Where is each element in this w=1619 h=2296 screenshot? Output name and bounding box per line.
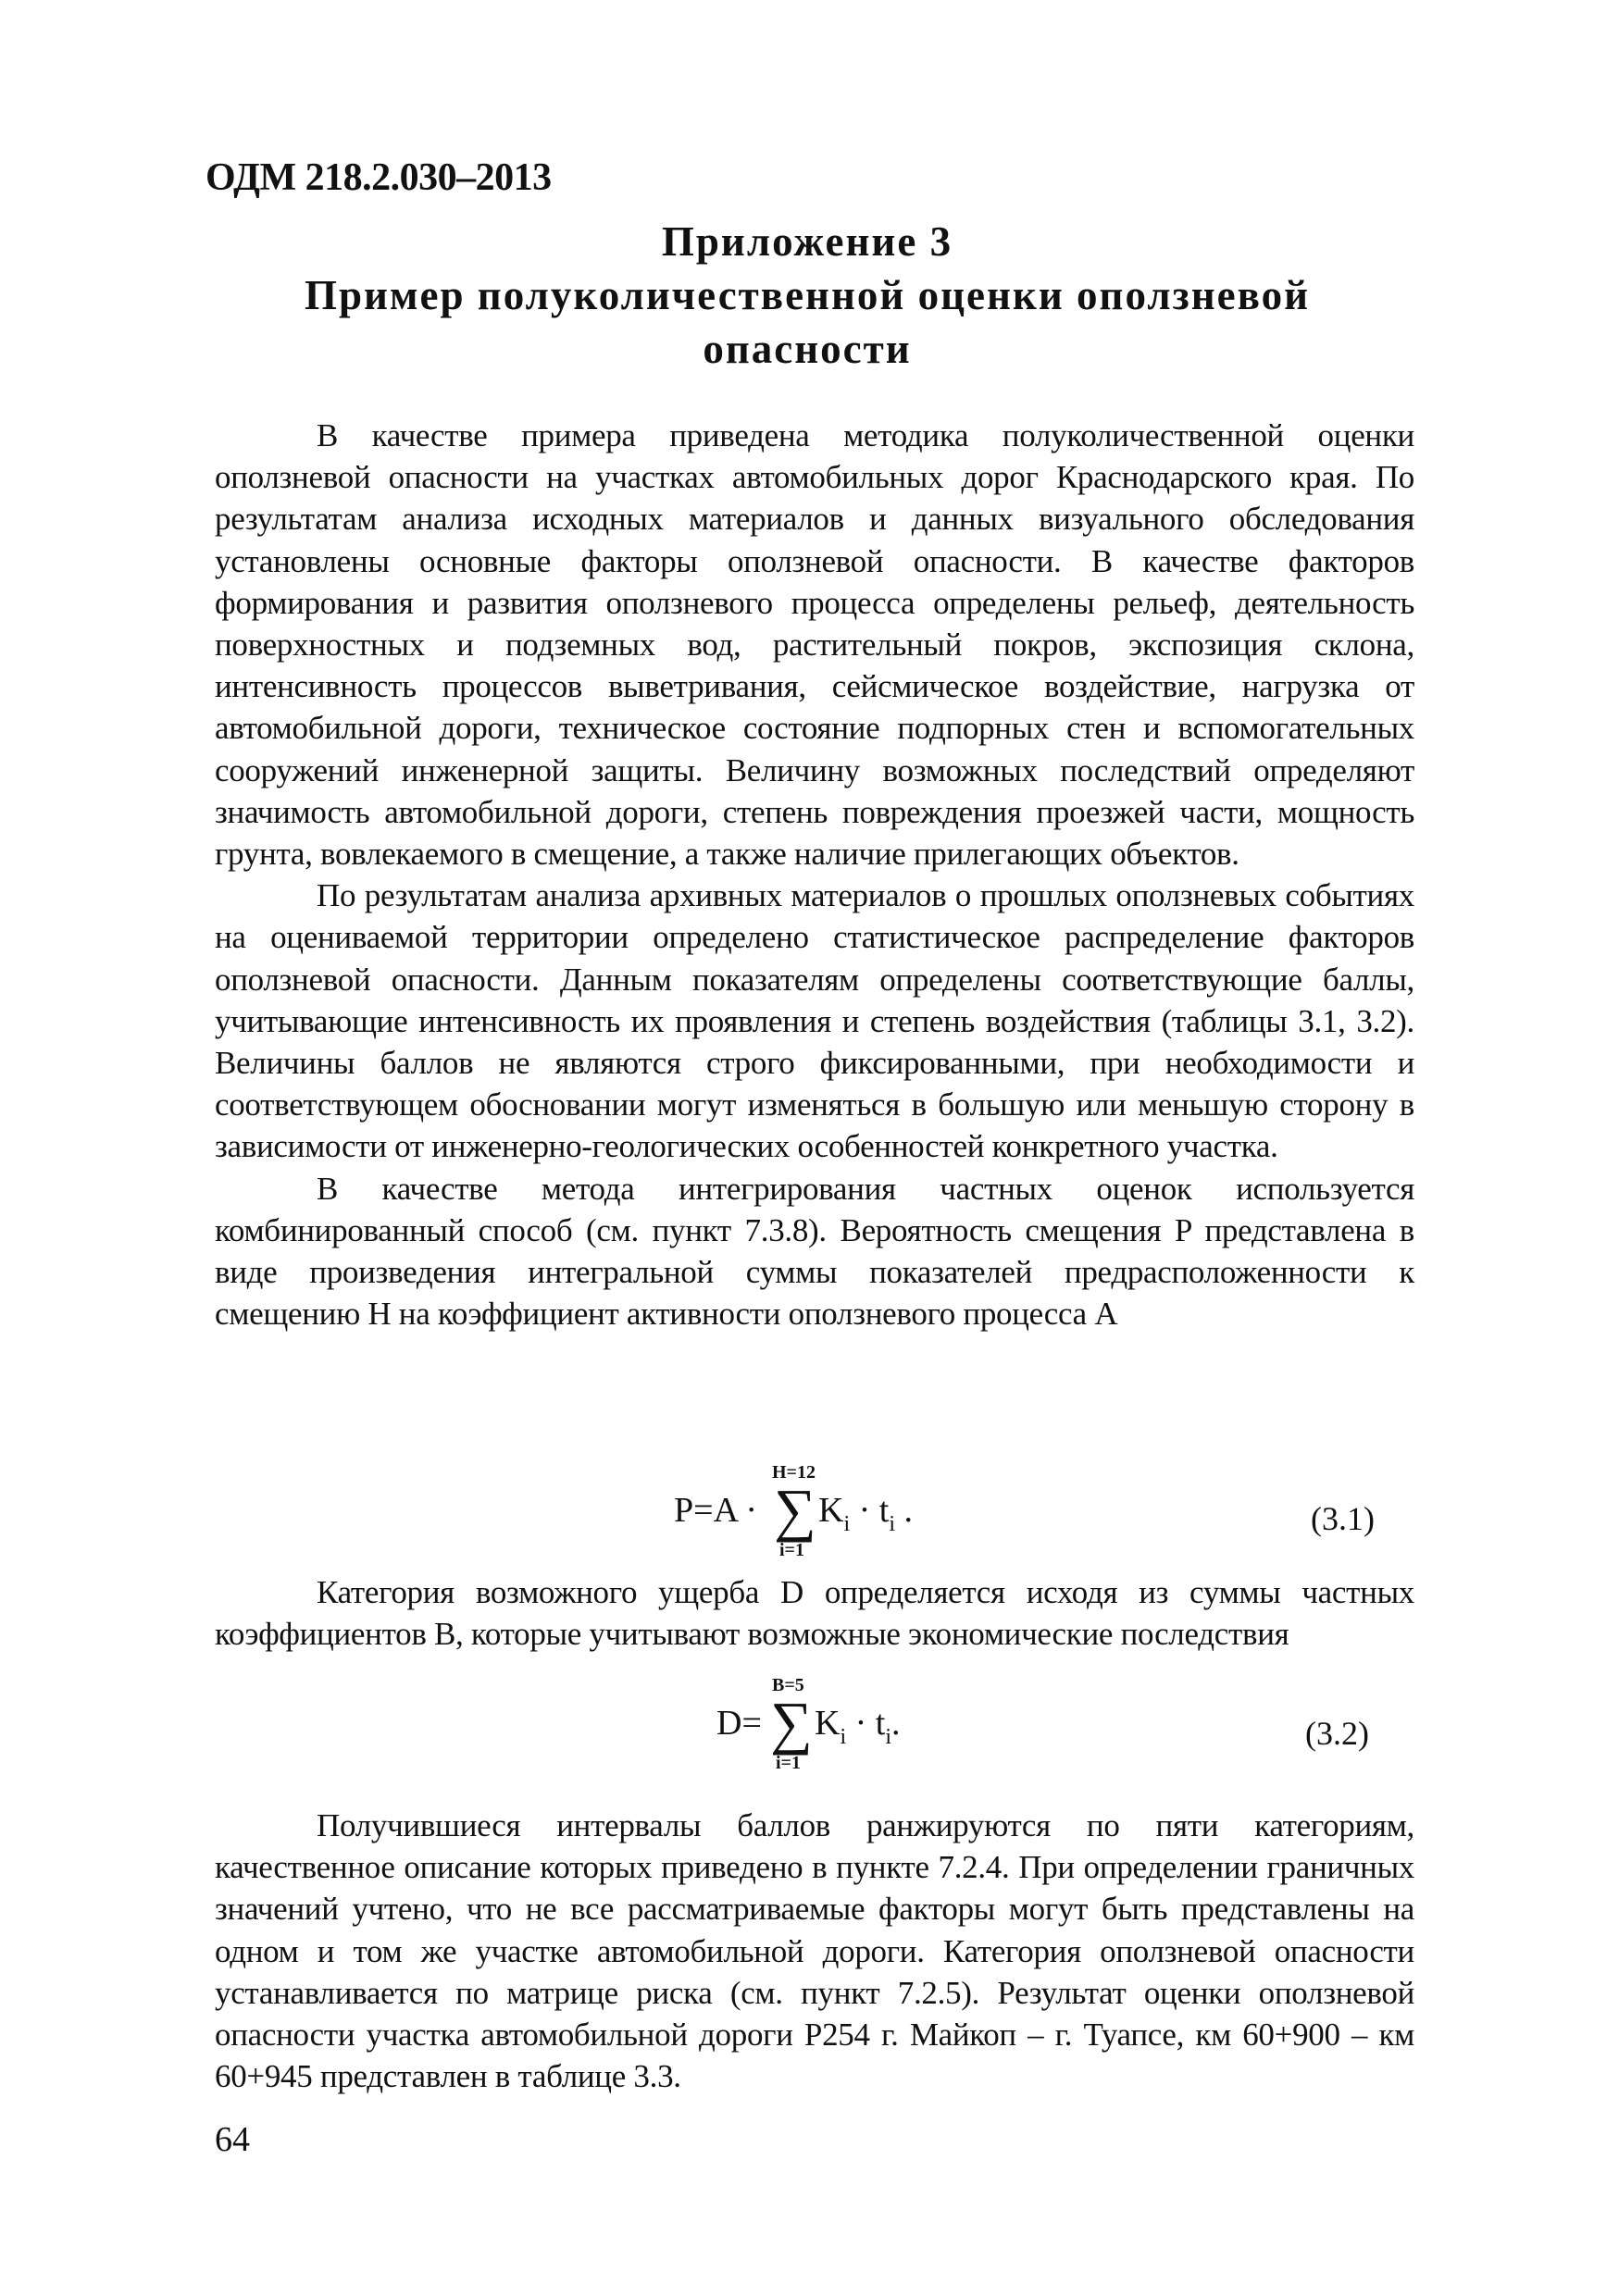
paragraph-method: В качестве метода интегрирования частных оценок используется комбинированный способ (см. пункт 7.3.8). Вероятность смещения P представлена в виде произведения интегральной суммы показателей предрасположенности к смещению H на коэффициент активности оползневого процесса A <box>215 1170 1414 1333</box>
appendix-title-line3: опасности <box>703 326 912 372</box>
formula-3-1 <box>674 1462 989 1564</box>
formula-3-1-end: . <box>895 1491 914 1530</box>
page-number: 64 <box>215 2120 250 2159</box>
formula-3-1-sum-symbol: ∑ <box>774 1477 816 1543</box>
appendix-title-line2: Пример полуколичественной оценки оползневой <box>304 272 1311 318</box>
formula-3-1-terms <box>818 1490 914 1536</box>
formula-3-2-t-sub: i <box>885 1725 892 1749</box>
formula-3-1-lhs: P=A · <box>674 1491 758 1530</box>
body-text-final <box>215 1805 1414 2097</box>
paragraph-damage-category: Категория возможного ущерба D определяется исходя из суммы частных коэффициентов B, которые учитывают возможные экономические последствия <box>215 1574 1414 1653</box>
formula-3-2-k: K <box>815 1704 841 1743</box>
paragraph-ranking: Получившиеся интервалы баллов ранжируются по пяти категориям, качественное описание которых приведено в пункте 7.2.4. При определении граничных значений учтено, что не все рассматриваемые факторы могут быть представлены на одном и том же участке автомобильной дороги. Категория оползневой опасности устанавливается по матрице риска (см. пункт 7.2.5). Результат оценки оползневой опасности участка автомобильной дороги Р254 г. Майкоп – г. Туапсе, км 60+900 – км 60+945 представлен в таблице 3.3. <box>215 1807 1414 2095</box>
paragraph-archive: По результатам анализа архивных материалов о прошлых оползневых событиях на оцениваемой территории определено статистическое распределение факторов оползневой опасности. Данным показателям определены соответствующие баллы, учитывающие интенсивность их проявления и степень воздействия (таблицы 3.1, 3.2). Величины баллов не являются строго фиксированными, при необходимости и соответствующем обосновании могут изменяться в большую или меньшую сторону в зависимости от инженерно-геологических особенностей конкретного участка. <box>215 877 1414 1165</box>
formula-3-2-t: · t <box>846 1704 886 1743</box>
formula-3-1-k: K <box>818 1491 844 1530</box>
formula-3-1-t-sub: i <box>889 1512 896 1536</box>
appendix-title-line1: Приложение 3 <box>661 218 953 265</box>
formula-3-2-sum-symbol: ∑ <box>770 1690 813 1756</box>
document-code: ОДМ 218.2.030–2013 <box>205 156 552 199</box>
body-text-block <box>215 415 1414 1334</box>
formula-3-1-upper-limit: H=12 <box>772 1462 816 1483</box>
formula-3-2-lhs: D= <box>716 1704 762 1743</box>
formula-3-2-upper-limit: B=5 <box>772 1675 804 1695</box>
formula-3-2-terms <box>815 1703 901 1749</box>
equation-number-3-1: (3.1) <box>1311 1500 1375 1537</box>
formula-3-1-k-sub: i <box>843 1512 851 1536</box>
formula-3-1-lower-limit: i=1 <box>779 1540 804 1560</box>
formula-3-2 <box>716 1675 957 1777</box>
formula-3-2-lower-limit: i=1 <box>776 1753 801 1773</box>
body-text-between <box>215 1571 1414 1655</box>
formula-3-2-k-sub: i <box>840 1725 847 1749</box>
formula-3-2-end: . <box>891 1704 901 1743</box>
paragraph-intro: В качестве примера приведена методика полуколичественной оценки оползневой опасности на участках автомобильных дорог Краснодарского края. По результатам анализа исходных материалов и данных визуального обследования установлены основные факторы оползневой опасности. В качестве факторов формирования и развития оползневого процесса определены рельеф, деятельность поверхностных и подземных вод, растительный покров, экспозиция склона, интенсивность процессов выветривания, сейсмическое воздействие, нагрузка от автомобильной дороги, техническое состояние подпорных стен и вспомогательных сооружений инженерной защиты. Величину возможных последствий определяют значимость автомобильной дороги, степень повреждения проезжей части, мощность грунта, вовлекаемого в смещение, а также наличие прилегающих объектов. <box>215 417 1414 873</box>
formula-3-1-t: · t <box>850 1491 890 1530</box>
equation-number-3-2: (3.2) <box>1305 1715 1369 1752</box>
